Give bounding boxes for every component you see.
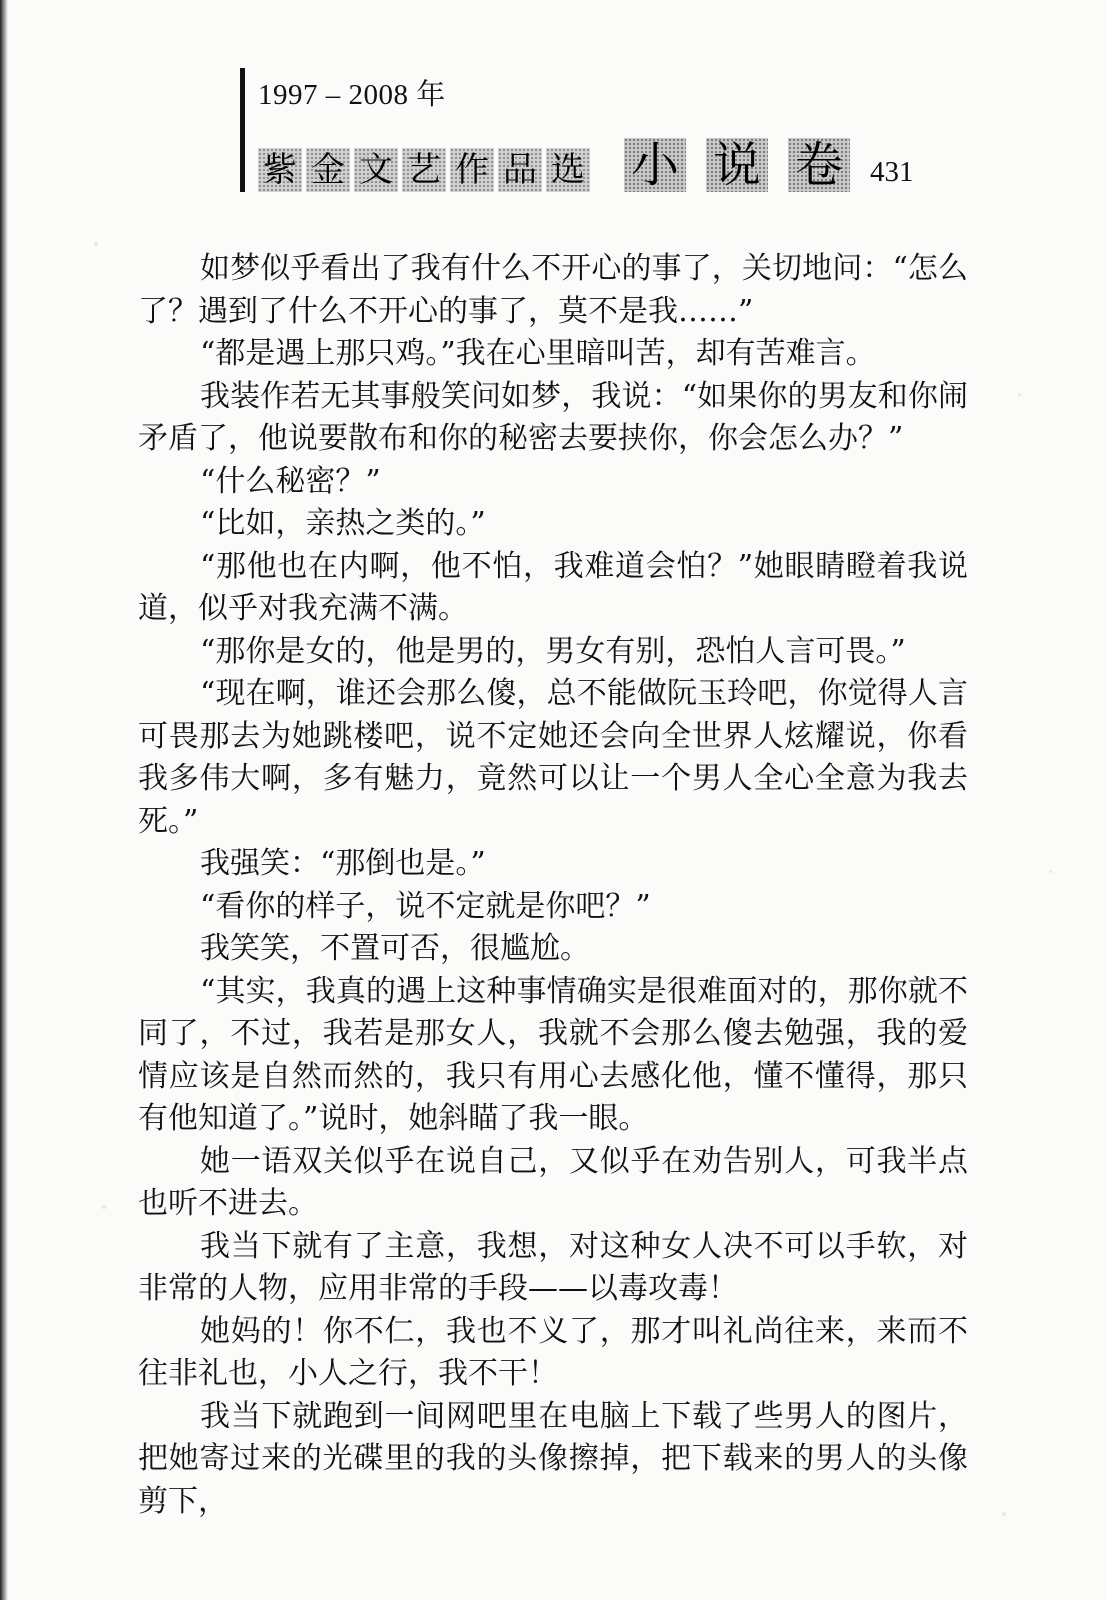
body-paragraph: “什么秘密？” [200,463,381,499]
scan-speck [94,242,98,246]
body-paragraph: 我笑笑，不置可否，很尴尬。 [200,931,590,966]
series-title-char: 金 [306,148,350,192]
running-header [240,68,960,192]
volume-title-char: 说 [706,138,768,192]
header-vertical-rule [240,68,245,192]
series-title-char: 艺 [402,148,446,192]
body-paragraph: “其实，我真的遇上这种事情确实是很难面对的，那你就不同了，不过，我若是那女人，我就不会那么傻去勉强，我的爱情应该是自然而然的，我只有用心去感化他，懂不懂得，那只有他知道了。”说时，她斜瞄了我一眼。 [138,973,968,1136]
body-paragraph: “看你的样子，说不定就是你吧？” [200,888,651,924]
body-paragraph: 我强笑：“那倒也是。” [200,846,486,881]
body-paragraph: 我当下就跑到一间网吧里在电脑上下载了些男人的图片，把她寄过来的光碟里的我的头像擦掉，把下载来的男人的头像剪下， [138,1398,968,1519]
page-number: 431 [870,156,914,188]
body-paragraph: 她妈的！你不仁，我也不义了，那才叫礼尚往来，来而不往非礼也，小人之行，我不干！ [138,1313,968,1391]
scan-speck [102,1205,106,1209]
scan-speck [1018,393,1021,396]
body-paragraph: “比如，亲热之类的。” [200,506,486,541]
series-title-char: 品 [498,148,542,192]
scanned-page-edge [0,0,8,1600]
body-paragraph: 我装作若无其事般笑问如梦，我说：“如果你的男友和你闹矛盾了，他说要散布和你的秘密去要挟你，你会怎么办？” [138,378,968,456]
series-title-char: 选 [546,148,590,192]
series-title-char: 作 [450,148,494,192]
series-title [258,148,594,192]
scan-speck [1049,870,1052,873]
series-title-char: 紫 [258,148,302,192]
body-paragraph: “都是遇上那只鸡。”我在心里暗叫苦，却有苦难言。 [200,336,876,371]
body-paragraph: “那他也在内啊，他不怕，我难道会怕？”她眼睛瞪着我说道，似乎对我充满不满。 [138,548,968,626]
body-paragraph: “那你是女的，他是男的，男女有别，恐怕人言可畏。” [200,633,906,669]
body-paragraph: “现在啊，谁还会那么傻，总不能做阮玉玲吧，你觉得人言可畏那去为她跳楼吧，说不定她还会向全世界人炫耀说，你看我多伟大啊，多有魅力，竟然可以让一个男人全心全意为我去死。” [138,676,968,839]
body-paragraph: 如梦似乎看出了我有什么不开心的事了，关切地问：“怎么了？遇到了什么不开心的事了，莫不是我……” [138,251,968,329]
header-title-line [258,138,914,192]
body-paragraph: 我当下就有了主意，我想，对这种女人决不可以手软，对非常的人物，应用非常的手段——以毒攻毒！ [138,1228,968,1306]
header-years: 1997 – 2008 年 [258,79,446,111]
body-paragraph: 她一语双关似乎在说自己，又似乎在劝告别人，可我半点也听不进去。 [138,1143,968,1221]
series-title-char: 文 [354,148,398,192]
volume-title [624,138,870,192]
scan-speck [1002,1512,1006,1516]
volume-title-char: 小 [624,138,686,192]
volume-title-char: 卷 [788,138,850,192]
novel-text-body [138,248,968,1519]
